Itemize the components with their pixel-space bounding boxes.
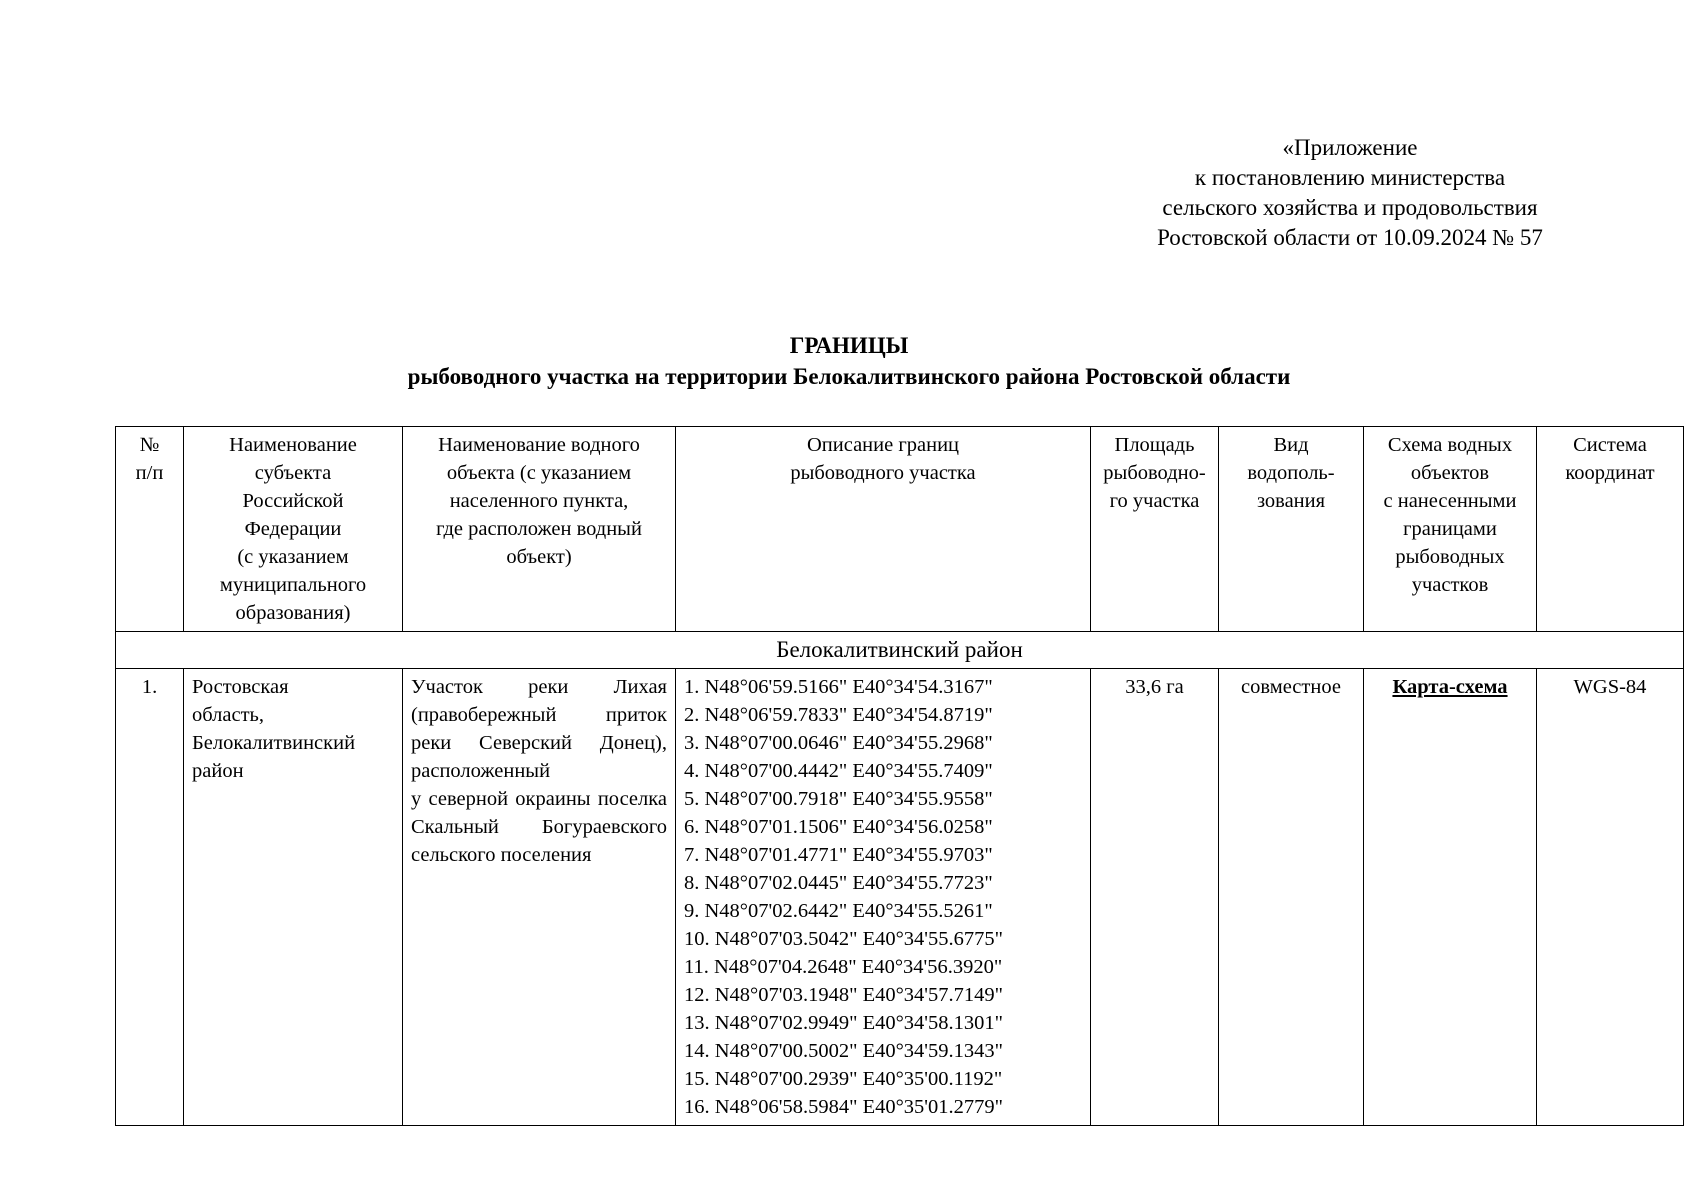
boundary-point: 1. N48°06'59.5166" E40°34'54.3167" — [684, 676, 993, 698]
boundary-point: 2. N48°06'59.7833" E40°34'54.8719" — [684, 704, 993, 726]
table-header-row — [116, 427, 1684, 632]
header-number: № п/п — [116, 427, 184, 632]
boundary-point: 12. N48°07'03.1948" E40°34'57.7149" — [684, 984, 1003, 1006]
boundaries-table — [115, 426, 1684, 1126]
boundary-point: 10. N48°07'03.5042" E40°34'55.6775" — [684, 928, 1003, 950]
header-subject: Наименование субъекта Российской Федерации (с указанием муниципального образования) — [184, 427, 403, 632]
boundary-point: 11. N48°07'04.2648" E40°34'56.3920" — [684, 956, 1003, 978]
title-subheading: рыбоводного участка на территории Белокалитвинского района Ростовской области — [407, 364, 1291, 389]
title-heading: ГРАНИЦЫ — [789, 333, 909, 358]
boundary-point: 8. N48°07'02.0445" E40°34'55.7723" — [684, 872, 993, 894]
boundary-points-list — [684, 673, 1082, 1121]
appendix-line: сельского хозяйства и продовольствия — [1162, 195, 1538, 220]
row-scheme — [1364, 669, 1537, 1126]
boundary-point: 4. N48°07'00.4442" E40°34'55.7409" — [684, 760, 993, 782]
appendix-line: к постановлению министерства — [1194, 165, 1506, 190]
boundary-point: 5. N48°07'00.7918" E40°34'55.9558" — [684, 788, 993, 810]
boundary-point: 9. N48°07'02.6442" E40°34'55.5261" — [684, 900, 993, 922]
row-usage-type: совместное — [1219, 669, 1364, 1126]
header-coordinate-system: Система координат — [1537, 427, 1684, 632]
row-coordinate-system: WGS-84 — [1537, 669, 1684, 1126]
header-scheme: Схема водных объектов с нанесенными границами рыбоводных участков — [1364, 427, 1537, 632]
boundary-point: 7. N48°07'01.4771" E40°34'55.9703" — [684, 844, 993, 866]
appendix-line: Ростовской области от 10.09.2024 № 57 — [1157, 225, 1543, 250]
boundary-point: 16. N48°06'58.5984" E40°35'01.2779" — [684, 1096, 1003, 1118]
row-boundary-points — [676, 669, 1091, 1126]
table-row — [116, 669, 1684, 1126]
section-row — [116, 632, 1684, 669]
map-scheme-link[interactable]: Карта-схема — [1392, 676, 1508, 698]
appendix-line: «Приложение — [1282, 135, 1418, 160]
document-title — [0, 330, 1698, 392]
boundary-point: 14. N48°07'00.5002" E40°34'59.1343" — [684, 1040, 1003, 1062]
boundary-point: 15. N48°07'00.2939" E40°35'00.1192" — [684, 1068, 1003, 1090]
header-area: Площадь рыбоводно- го участка — [1091, 427, 1219, 632]
row-subject: Ростовская область, Белокалитвинский район — [184, 669, 403, 1126]
row-water-object: Участок реки Лихая (правобережный приток реки Северский Донец), расположенный у северной окраины поселка Скальный Богураевского сельского поселения — [403, 669, 676, 1126]
header-boundary-description: Описание границ рыбоводного участка — [676, 427, 1091, 632]
appendix-header — [1050, 133, 1650, 253]
section-title: Белокалитвинский район — [116, 632, 1684, 669]
boundary-point: 3. N48°07'00.0646" E40°34'55.2968" — [684, 732, 993, 754]
boundary-point: 6. N48°07'01.1506" E40°34'56.0258" — [684, 816, 993, 838]
boundary-point: 13. N48°07'02.9949" E40°34'58.1301" — [684, 1012, 1003, 1034]
header-water-object: Наименование водного объекта (с указанием населенного пункта, где расположен водный объект) — [403, 427, 676, 632]
row-area: 33,6 га — [1091, 669, 1219, 1126]
row-number: 1. — [116, 669, 184, 1126]
header-usage-type: Вид водополь- зования — [1219, 427, 1364, 632]
